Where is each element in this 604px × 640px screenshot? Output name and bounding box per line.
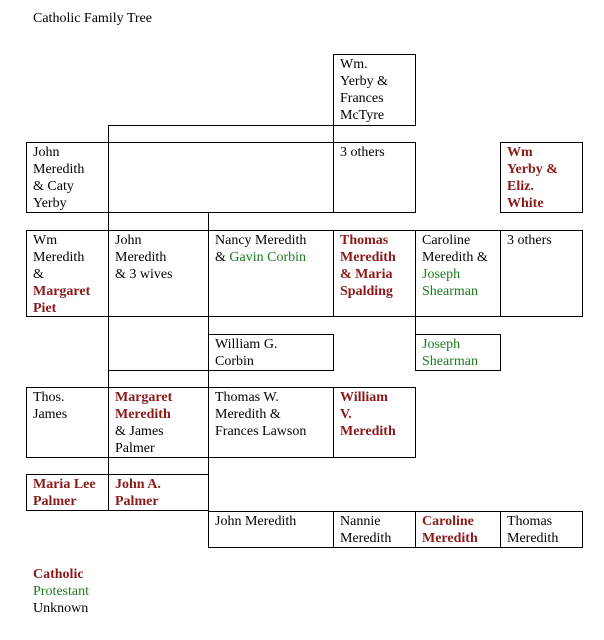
legend [33, 566, 89, 617]
person-nancy-meredith-gavin-corbin [208, 230, 334, 317]
name-line [115, 389, 202, 406]
name-text: Joseph [422, 267, 461, 282]
name-line [507, 513, 576, 530]
name-line [340, 107, 409, 124]
name-text: Thomas W. [215, 390, 279, 405]
name-text: Wm [33, 233, 58, 248]
name-text: & [215, 250, 230, 265]
connector-line [208, 212, 209, 231]
name-line [340, 249, 409, 266]
name-line [33, 476, 102, 493]
name-text: Palmer [115, 494, 159, 509]
person-thos-james [26, 387, 109, 458]
name-text: William G. [215, 337, 278, 352]
name-line [215, 249, 327, 266]
name-line [340, 266, 409, 283]
name-line [422, 283, 494, 300]
person-yerby-mctyre [333, 54, 416, 126]
name-text: 3 others [507, 233, 552, 248]
name-line [507, 178, 576, 195]
person-john-a-palmer [108, 474, 209, 511]
name-line [422, 249, 494, 266]
name-text: & 3 wives [115, 267, 173, 282]
name-line [33, 232, 102, 249]
name-text: Yerby & [507, 162, 558, 177]
connector-line [415, 316, 416, 335]
connector-line [108, 316, 109, 388]
name-line [507, 195, 576, 212]
name-line [507, 161, 576, 178]
name-line [340, 56, 409, 73]
name-line [115, 232, 202, 249]
name-text: Frances [340, 91, 384, 106]
name-text: John Meredith [215, 514, 297, 529]
name-text: Margaret [115, 390, 173, 405]
name-line [33, 493, 102, 510]
name-line [422, 336, 494, 353]
name-text: Corbin [215, 354, 254, 369]
name-line [340, 144, 409, 161]
name-line [422, 513, 494, 530]
name-text: McTyre [340, 108, 385, 123]
name-line [115, 266, 202, 283]
name-text: Nannie [340, 514, 381, 529]
name-line [422, 353, 494, 370]
person-margaret-meredith-james-palmer [108, 387, 209, 458]
connector-line [333, 125, 334, 143]
name-text: & Caty [33, 179, 74, 194]
name-text: Caroline [422, 514, 474, 529]
name-text: Meredith [507, 531, 559, 546]
name-text: & James [115, 424, 164, 439]
name-text: Nancy Meredith [215, 233, 307, 248]
person-wm-meredith-margaret-piet [26, 230, 109, 317]
person-thomas-w-meredith-frances-lawson [208, 387, 334, 458]
name-line [422, 232, 494, 249]
person-nannie-meredith [333, 511, 416, 548]
name-text: & [33, 267, 44, 282]
connector-line [208, 316, 209, 335]
name-line [340, 513, 409, 530]
name-line [215, 336, 327, 353]
name-text: Eliz. [507, 179, 534, 194]
name-line [33, 178, 102, 195]
name-text: John [33, 145, 60, 160]
name-text: Meredith [422, 531, 478, 546]
name-line [33, 249, 102, 266]
legend-unknown: Unknown [33, 601, 89, 616]
name-text: Frances Lawson [215, 424, 307, 439]
name-line [340, 423, 409, 440]
name-line [340, 283, 409, 300]
name-text: Margaret [33, 284, 91, 299]
name-line [33, 144, 102, 161]
name-line [115, 476, 202, 493]
name-line [33, 195, 102, 212]
name-text: V. [340, 407, 352, 422]
name-text: & Maria [340, 267, 393, 282]
name-line [215, 389, 327, 406]
person-wm-yerby-eliz-white [500, 142, 583, 213]
person-three-others-b [500, 230, 583, 317]
name-line [33, 406, 102, 423]
name-line [507, 530, 576, 547]
name-line [115, 249, 202, 266]
name-text: Spalding [340, 284, 393, 299]
name-text: Caroline [422, 233, 471, 248]
person-thomas-meredith-maria-spalding [333, 230, 416, 317]
name-line [215, 232, 327, 249]
legend-catholic: Catholic [33, 567, 84, 582]
person-maria-lee-palmer [26, 474, 109, 511]
name-line [215, 406, 327, 423]
name-text: Thomas [340, 233, 389, 248]
name-text: James [33, 407, 68, 422]
name-text: White [507, 196, 544, 211]
name-text: Wm [507, 145, 533, 160]
connector-line [108, 370, 208, 371]
name-line [215, 513, 327, 530]
connector-line [108, 457, 109, 475]
connector-line [208, 370, 209, 388]
name-line [340, 90, 409, 107]
name-line [422, 530, 494, 547]
page-title: Catholic Family Tree [33, 11, 152, 26]
name-text: Palmer [33, 494, 77, 509]
name-text: Meredith & [215, 407, 281, 422]
name-line [215, 423, 327, 440]
generation-2-row-frame [108, 142, 334, 213]
name-line [33, 266, 102, 283]
person-william-v-meredith [333, 387, 416, 458]
name-text: Wm. [340, 57, 368, 72]
name-text: Yerby & [340, 74, 388, 89]
name-text: Palmer [115, 441, 155, 456]
person-john-meredith-3-wives [108, 230, 209, 317]
legend-protestant: Protestant [33, 584, 89, 599]
name-text: Shearman [422, 284, 478, 299]
person-john-meredith-caty-yerby [26, 142, 109, 213]
name-text: Meredith [33, 162, 85, 177]
person-john-meredith-child [208, 511, 334, 548]
name-text: 3 others [340, 145, 385, 160]
name-text: Meredith [340, 531, 392, 546]
name-text: John A. [115, 477, 161, 492]
connector-line [108, 125, 333, 126]
name-line [215, 353, 327, 370]
name-line [340, 389, 409, 406]
name-text: Shearman [422, 354, 478, 369]
name-text: Thos. [33, 390, 65, 405]
name-text: Gavin Corbin [229, 250, 306, 265]
name-line [507, 144, 576, 161]
person-caroline-meredith-child [415, 511, 501, 548]
name-line [115, 440, 202, 457]
name-text: Yerby [33, 196, 67, 211]
name-line [115, 406, 202, 423]
name-line [340, 530, 409, 547]
name-line [340, 406, 409, 423]
name-line [33, 389, 102, 406]
name-line [115, 493, 202, 510]
name-line [340, 73, 409, 90]
person-three-others-a [333, 142, 416, 213]
name-text: Thomas [507, 514, 553, 529]
name-text: Meredith & [422, 250, 488, 265]
name-line [33, 283, 102, 300]
person-caroline-meredith-joseph-shearman [415, 230, 501, 317]
name-line [422, 266, 494, 283]
person-william-g-corbin [208, 334, 334, 371]
name-text: Meredith [33, 250, 85, 265]
person-thomas-meredith-child [500, 511, 583, 548]
name-line [115, 423, 202, 440]
name-text: Joseph [422, 337, 461, 352]
name-text: Meredith [115, 250, 167, 265]
name-text: Meredith [340, 424, 396, 439]
name-text: Maria Lee [33, 477, 96, 492]
name-text: Meredith [115, 407, 171, 422]
name-line [33, 300, 102, 317]
name-line [507, 232, 576, 249]
name-text: William [340, 390, 388, 405]
name-text: John [115, 233, 142, 248]
name-text: Piet [33, 301, 57, 316]
name-line [340, 232, 409, 249]
name-line [33, 161, 102, 178]
name-text: Meredith [340, 250, 396, 265]
person-joseph-shearman [415, 334, 501, 371]
